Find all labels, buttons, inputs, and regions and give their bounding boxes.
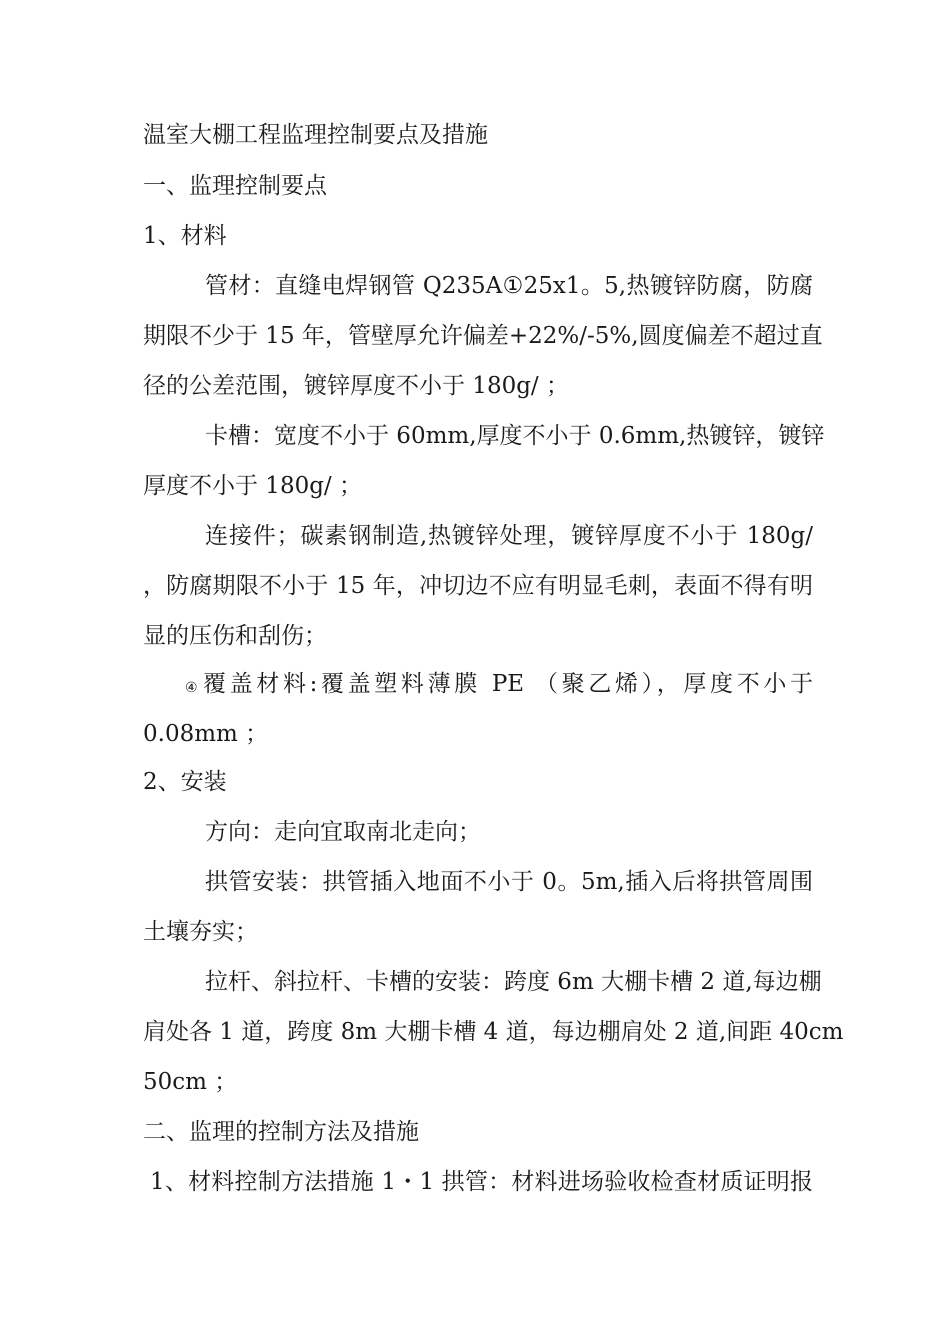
paragraph-slot-line-1: 卡槽：宽度不小于 60mm,厚度不小于 0.6mm,热镀锌，镀锌	[205, 423, 825, 449]
paragraph-rod-line-1: 拉杆、斜拉杆、卡槽的安装：跨度 6m 大棚卡槽 2 道,每边棚	[205, 969, 822, 995]
paragraph-connector-line-1: 连接件；碳素钢制造,热镀锌处理，镀锌厚度不小于 180g/	[205, 523, 813, 549]
paragraph-slot-line-2: 厚度不小于 180g/ ；	[143, 473, 362, 499]
document-title: 温室大棚工程监理控制要点及措施	[143, 122, 488, 148]
paragraph-pipe-line-2: 期限不少于 15 年，管壁厚允许偏差+22%/-5%,圆度偏差不超过直	[143, 323, 823, 349]
paragraph-direction: 方向：走向宜取南北走向；	[205, 819, 481, 845]
section-heading-2: 二、监理的控制方法及措施	[143, 1119, 419, 1145]
paragraph-connector-line-2: ，防腐期限不小于 15 年，冲切边不应有明显毛刺，表面不得有明	[143, 573, 813, 599]
paragraph-material-control: 1、材料控制方法措施 1・1 拱管：材料进场验收检查材质证明报	[150, 1169, 813, 1195]
paragraph-connector-line-3: 显的压伤和刮伤；	[143, 623, 327, 649]
subsection-heading-installation: 2、安装	[143, 769, 227, 795]
paragraph-rod-line-2: 肩处各 1 道，跨度 8m 大棚卡槽 4 道，每边棚肩处 2 道,间距 40cm	[143, 1019, 844, 1045]
paragraph-pipe-line-3: 径的公差范围，镀锌厚度不小于 180g/ ；	[143, 373, 569, 399]
paragraph-arch-line-2: 土壤夯实；	[143, 919, 258, 945]
paragraph-rod-line-3: 50cm ；	[143, 1069, 238, 1095]
subsection-heading-materials: 1、材料	[143, 223, 227, 249]
circled-number-marker: ④	[185, 680, 198, 696]
section-heading-1: 一、监理控制要点	[143, 173, 327, 199]
paragraph-cover-line-1: 覆盖材料:覆盖塑料薄膜 PE （聚乙烯），厚度不小于	[203, 671, 813, 697]
paragraph-arch-line-1: 拱管安装：拱管插入地面不小于 0。5m,插入后将拱管周围	[205, 869, 813, 895]
paragraph-cover-line-2: 0.08mm ；	[143, 721, 269, 747]
paragraph-pipe-line-1: 管材：直缝电焊钢管 Q235A①25x1。5,热镀锌防腐，防腐	[205, 273, 813, 299]
